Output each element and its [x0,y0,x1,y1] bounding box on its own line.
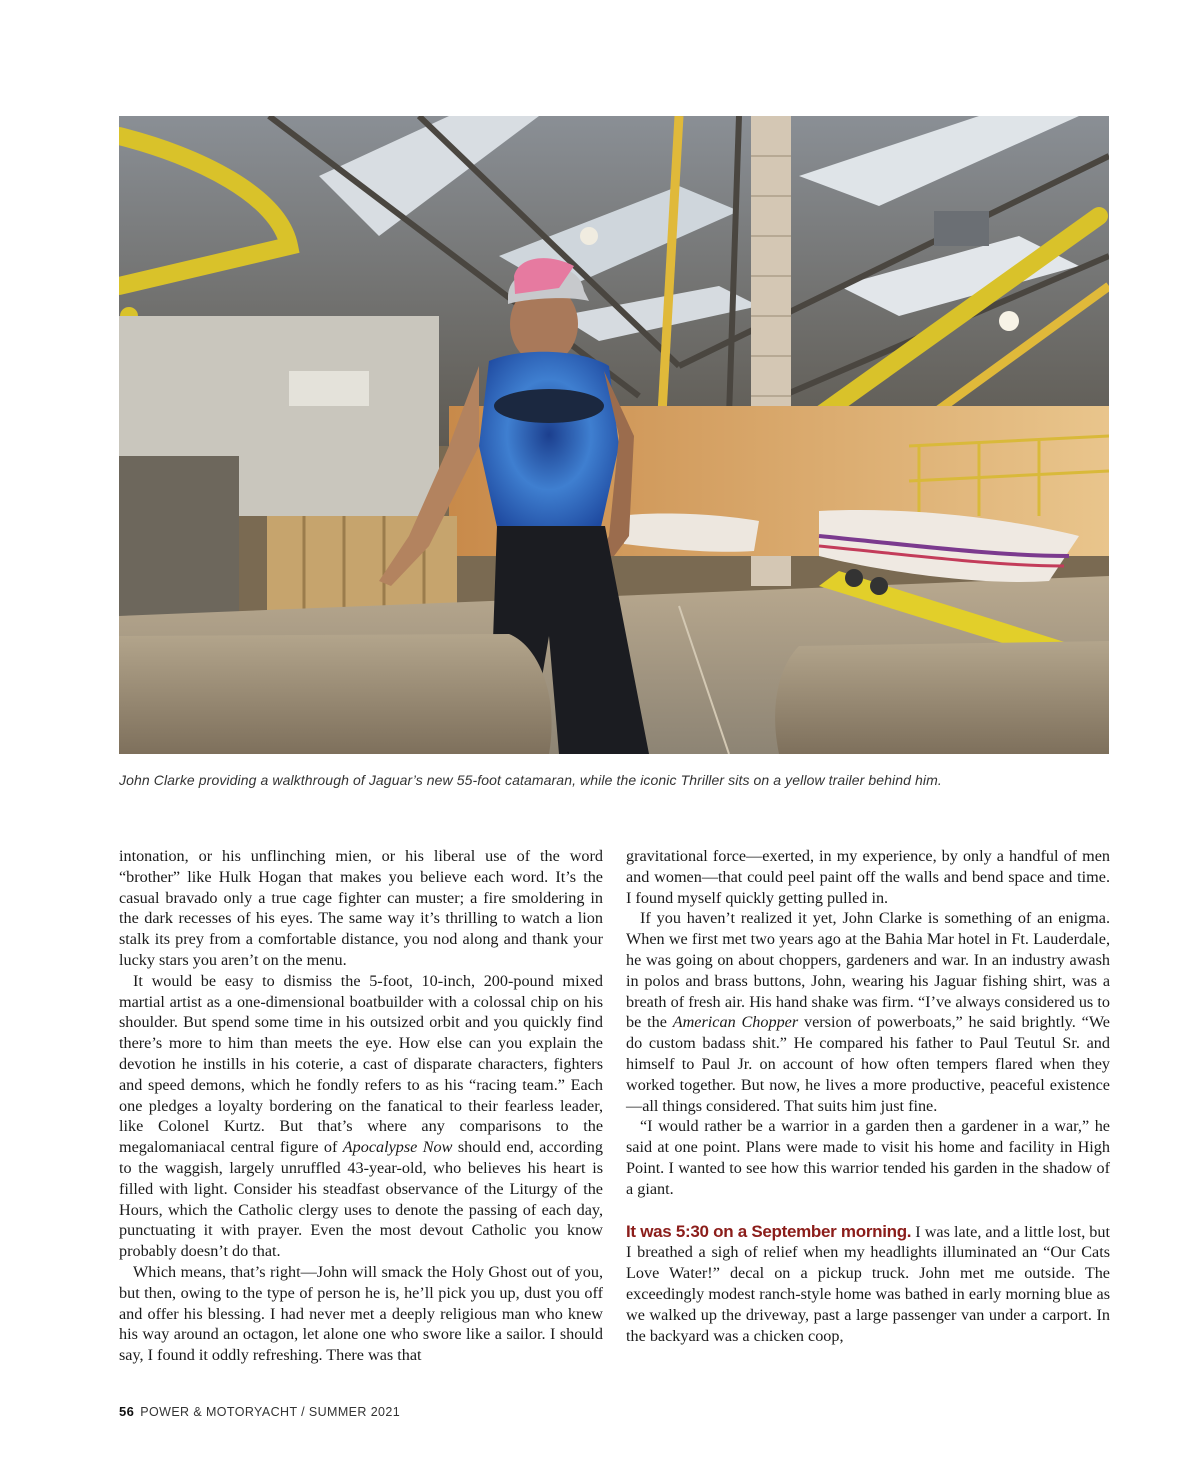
workshop-photo [119,116,1109,754]
page-number: 56 [119,1404,135,1419]
paragraph: gravitational force—exerted, in my experience, by only a handful of men and women—that could peel paint off the walls and bend space and time. I found myself quickly getting pulled in. [626,847,1110,907]
feature-photo [119,116,1109,754]
photo-caption: John Clarke providing a walkthrough of Jaguar’s new 55-foot catamaran, while the iconic Thriller sits on a yellow trailer behind him. [119,772,942,788]
article-column-right [626,846,1110,1346]
paragraph: It would be easy to dismiss the 5-foot, 10-inch, 200-pound mixed martial artist as a one-dimensional boatbuilder with a colossal chip on his shoulder. But spend some time in his outsized orbit and you quickly find there’s more to him than meets the eye. How else can you explain the devotion he instills in his coterie, a cast of disparate characters, fighters and speed demons, which he fondly refers to as his “racing team.” Each one pledges a loyalty bordering on the fanatical to their fearless leader, like Colonel Kurtz. But that’s where any comparisons to the megalomaniacal central figure of Apocalypse Now should end, according to the waggish, largely unruffled 43-year-old, who believes his heart is filled with light. Consider his steadfast observance of the Liturgy of the Hours, which the Catholic clergy uses to denote the passing of each day, punctuating it with prayer. Even the most devout Catholic you know probably doesn’t do that. [119,971,603,1261]
section-lead-in: It was 5:30 on a September morning. [626,1221,912,1241]
paragraph: Which means, that’s right—John will smack the Holy Ghost out of you, but then, owing to the type of person he is, he’ll pick you up, dust you off and offer his blessing. I had never met a deeply religious man who knew his way around an octagon, let alone one who swore like a sailor. I should say, I found it oddly refreshing. There was that [119,1262,603,1365]
paragraph: If you haven’t realized it yet, John Clarke is something of an enigma. When we first met two years ago at the Bahia Mar hotel in Ft. Lauderdale, he was going on about choppers, gardeners and war. In an industry awash in polos and brass buttons, John, wearing his Jaguar fishing shirt, was a breath of fresh air. His hand shake was firm. “I’ve always considered us to be the American Chopper version of powerboats,” he said brightly. “We do custom badass shit.” He compared his father to Paul Teutul Sr. and himself to Paul Jr. on account of how often tempers flared when they worked together. But now, he lives a more productive, peaceful existence—all things considered. That suits him just fine. [626,909,1110,1115]
article-column-left [119,846,603,1366]
publication-line: POWER & MOTORYACHT / SUMMER 2021 [140,1405,401,1419]
paragraph: intonation, or his unflinching mien, or his liberal use of the word “brother” like Hulk Hogan that makes you believe each word. It’s the casual bravado only a true cage fighter can muster; a fire smoldering in the dark recesses of his eyes. The same way it’s thrilling to watch a lion stalk its prey from a comfortable distance, you nod along and thank your lucky stars you aren’t on the menu. [119,847,603,969]
paragraph: “I would rather be a warrior in a garden then a gardener in a war,” he said at one point. Plans were made to visit his home and facility in High Point. I wanted to see how this warrior tended his garden in the shadow of a giant. [626,1117,1110,1198]
page-footer [119,1404,400,1419]
paragraph-section-start: It was 5:30 on a September morning. I was late, and a little lost, but I breathed a sigh of relief when my headlights illuminated an “Our Cats Love Water!” decal on a pickup truck. John met me outside. The exceedingly modest ranch-style home was bathed in early morning blue as we walked up the driveway, past a large passenger van under a carport. In the backyard was a chicken coop, [626,1221,1110,1345]
